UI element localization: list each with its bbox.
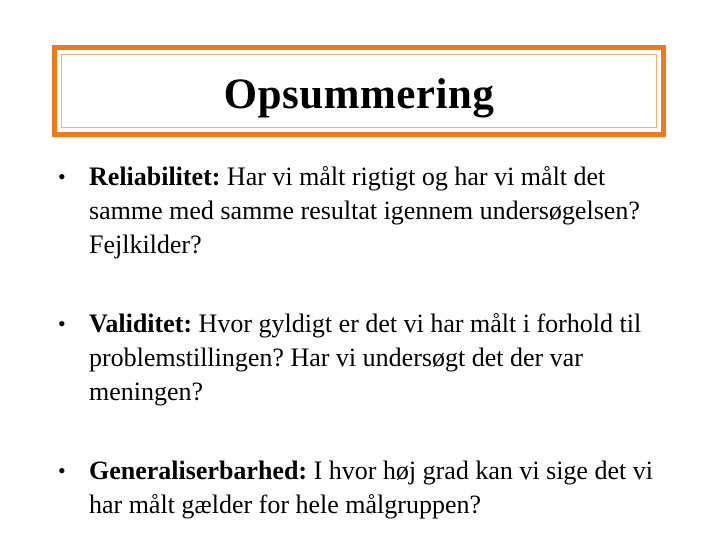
bullet-term: Generaliserbarhed: xyxy=(89,456,308,485)
bullet-validity xyxy=(58,307,678,409)
bullet-text: Har vi målt rigtigt og har vi målt det samme med samme resultat igennem undersøgelsen? Fejlkilder? xyxy=(89,162,640,259)
bullet-list xyxy=(58,160,678,522)
title-box xyxy=(52,45,666,137)
bullet-reliability xyxy=(58,160,678,262)
bullet-generalizability xyxy=(58,454,678,522)
slide-title: Opsummering xyxy=(223,70,495,118)
bullet-term: Validitet: xyxy=(89,309,193,338)
bullet-dot-icon: • xyxy=(58,458,66,483)
bullet-dot-icon: • xyxy=(58,164,66,189)
bullet-term: Reliabilitet: xyxy=(89,162,221,191)
bullet-text: Hvor gyldigt er det vi har målt i forhold til problemstillingen? Har vi undersøgt det der var meningen? xyxy=(89,309,642,406)
bullet-text: I hvor høj grad kan vi sige det vi har målt gælder for hele målgruppen? xyxy=(89,456,653,519)
bullet-dot-icon: • xyxy=(58,311,66,336)
